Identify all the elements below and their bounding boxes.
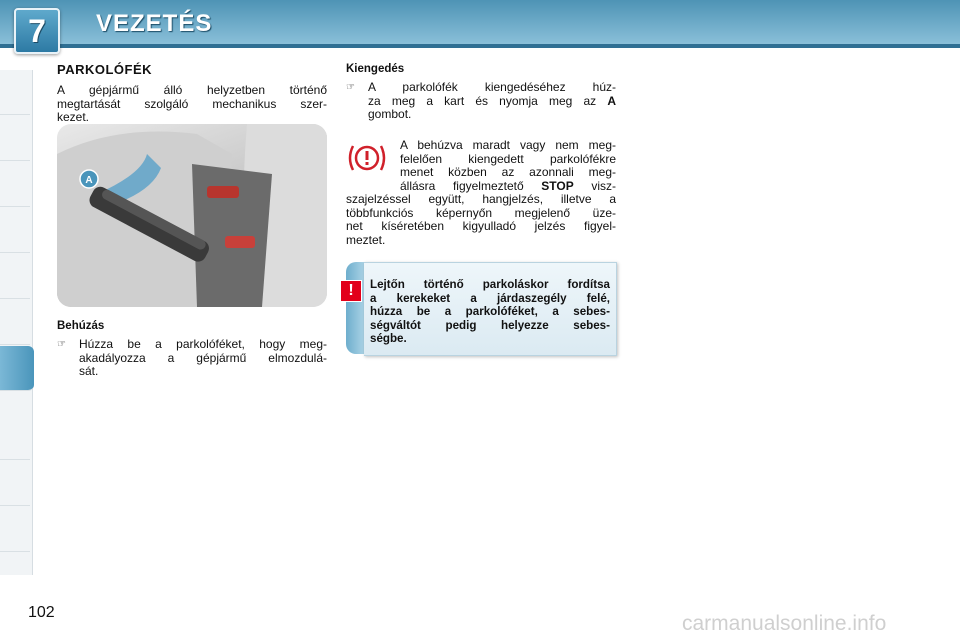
chapter-tab-5[interactable]: [0, 254, 30, 299]
intro-line-3: kezet.: [57, 110, 90, 124]
pointing-hand-icon: ☞: [346, 82, 355, 93]
warning-line-4: ségváltót pedig helyezze sebes-: [370, 318, 610, 332]
release-line-1: A parkolófék kiengedéséhez húz-: [368, 80, 616, 94]
warning-line-1: Lejtőn történő parkoláskor fordítsa: [370, 278, 610, 291]
parking-brake-image: [57, 124, 327, 307]
pointing-hand-icon: ☞: [57, 339, 66, 350]
warning-line-2: a kerekeket a járdaszegély felé,: [370, 291, 610, 305]
brake-warning-icon: [345, 140, 389, 176]
chapter-badge: [14, 8, 60, 54]
engage-line-3: sát.: [79, 364, 99, 378]
header-divider: [0, 44, 960, 48]
parking-brake-illustration: [57, 124, 327, 307]
alert-line-1: A behúzva maradt vagy nem meg-: [400, 138, 616, 152]
warning-line-5: ségbe.: [370, 332, 407, 345]
alert-line-3: menet közben az azonnali meg-: [400, 165, 616, 179]
warning-note: [346, 262, 617, 354]
alert-line-5: szajelzéssel együtt, hangjelzés, illetve a: [346, 192, 616, 206]
warning-line-3: húzza be a parkolóféket, a sebes-: [370, 305, 610, 318]
console-button-upper: [207, 186, 239, 198]
engage-bullet: [57, 338, 327, 380]
alert-line-7: net kíséretében kigyulladó jelzés figyel-: [346, 219, 616, 233]
alert-line-8: meztet.: [346, 232, 386, 247]
chapter-tab-6[interactable]: [0, 300, 30, 345]
intro-paragraph: [57, 84, 327, 125]
chapter-number: 7: [28, 12, 46, 49]
intro-line-2: megtartását szolgáló mechanikus szer-: [57, 96, 327, 111]
engage-line-2: akadályozza a gépjármű elmozdulá-: [79, 350, 327, 365]
chapter-tab-9[interactable]: [0, 461, 30, 506]
alert-line-2: felelően kiengedett parkolófékre: [400, 151, 616, 166]
chapter-tab-3[interactable]: [0, 162, 30, 207]
alert-line-4: állásra figyelmeztető STOP visz-: [400, 178, 617, 193]
alert-paragraph-bottom: [346, 193, 616, 247]
release-bullet: [346, 81, 616, 123]
warning-text: [370, 278, 610, 346]
chapter-tab-4[interactable]: [0, 208, 30, 253]
section-title: PARKOLÓFÉK: [57, 62, 153, 77]
chapter-tabs: [0, 70, 33, 575]
watermark: carmanualsonline.info: [682, 612, 887, 635]
chapter-tab-1[interactable]: [0, 70, 30, 115]
image-label-a: A: [85, 175, 93, 186]
chapter-title: VEZETÉS: [96, 10, 213, 37]
release-heading: Kiengedés: [346, 63, 405, 75]
chapter-tab-2[interactable]: [0, 116, 30, 161]
console-button-lower: [225, 236, 255, 248]
chapter-tab-7-active[interactable]: [0, 346, 34, 391]
alert-line-6: többfunkciós képernyőn megjelenő üze-: [346, 205, 616, 220]
warning-note-tab: [346, 262, 364, 354]
page-number: 102: [28, 604, 55, 621]
release-line-3: gombot.: [368, 107, 412, 121]
warning-exclamation-icon: !: [340, 280, 362, 302]
release-line-2: za meg a kart és nyomja meg az A: [368, 93, 616, 108]
chapter-tab-10[interactable]: [0, 507, 30, 552]
alert-paragraph-top: [400, 139, 616, 193]
intro-line-1: A gépjármű álló helyzetben történő: [57, 83, 327, 97]
engage-heading: Behúzás: [57, 320, 105, 332]
chapter-tab-8[interactable]: [0, 415, 30, 460]
engage-line-1: Húzza be a parkolóféket, hogy meg-: [79, 337, 327, 351]
